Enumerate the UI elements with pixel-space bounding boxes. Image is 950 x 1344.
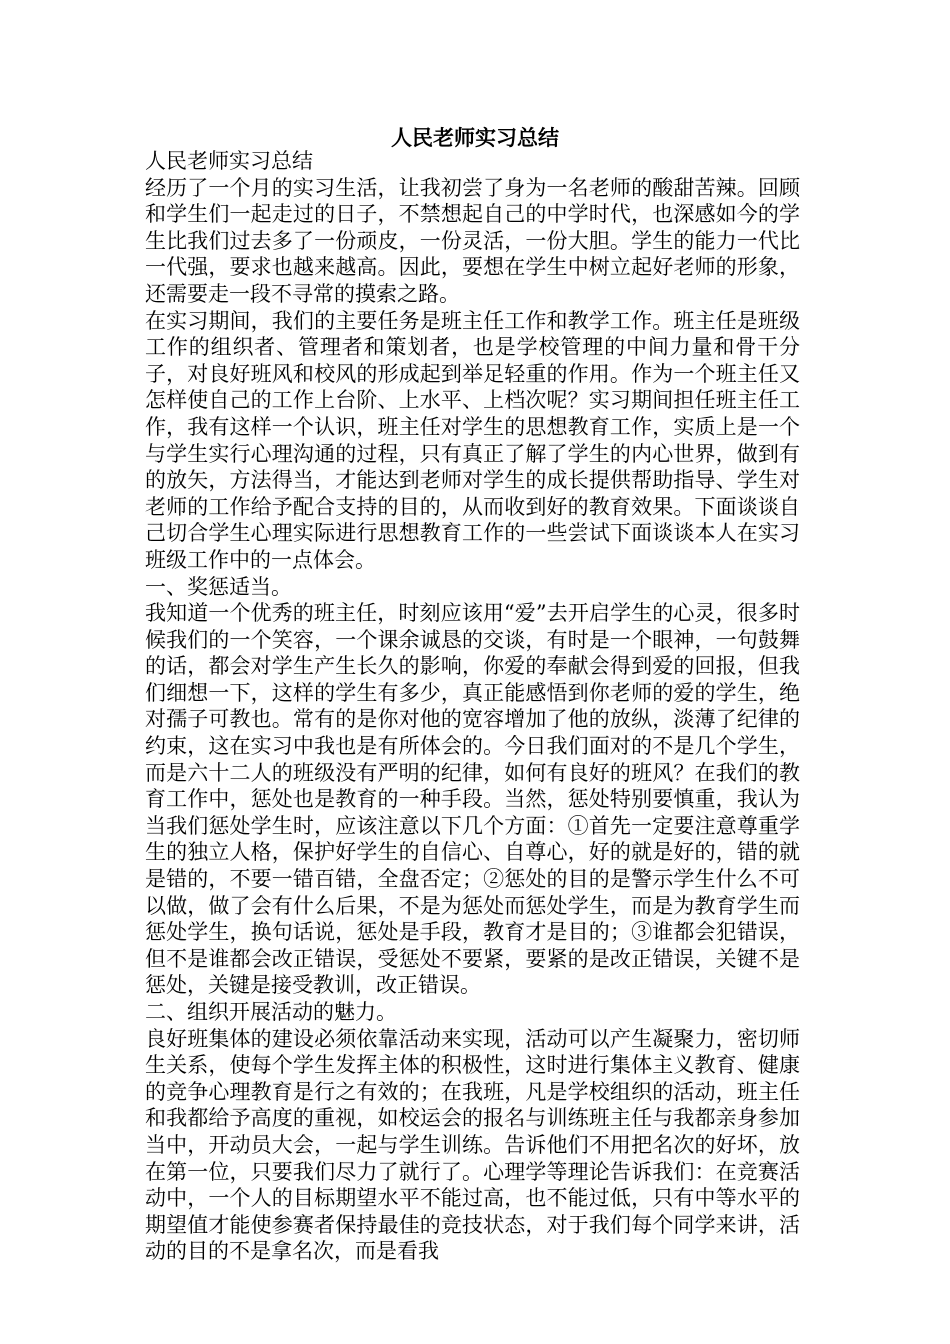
document-body (145, 148, 800, 1265)
subtitle-line: 人民老师实习总结 (145, 149, 313, 173)
document-title: 人民老师实习总结 (391, 125, 559, 150)
paragraph-intro: 经历了一个月的实习生活，让我初尝了身为一名老师的酸甜苦辣。回顾和学生们一起走过的日子，不禁想起自己的中学时代，也深感如今的学生比我们过去多了一份顽皮，一份灵活，一份大胆。学生的能力一代比一代强，要求也越来越高。因此，要想在学生中树立起好老师的形象，还需要走一段不寻常的摸索之路。 (145, 175, 800, 306)
section-heading-rewards: 一、奖惩适当。 (145, 574, 292, 599)
section-heading-activities: 二、组织开展活动的魅力。 (145, 1000, 397, 1024)
paragraph-tasks: 在实习期间，我们的主要任务是班主任工作和教学工作。班主任是班级工作的组织者、管理者和策划者，也是学校管理的中间力量和骨干分子，对良好班风和校风的形成起到举足轻重的作用。作为一个班主任又怎样使自己的工作上台阶、上水平、上档次呢？实习期间担任班主任工作，我有这样一个认识，班主任对学生的思想教育工作，实质上是一个与学生实行心理沟通的过程，只有真正了解了学生的内心世界，做到有的放矢，方法得当，才能达到老师对学生的成长提供帮助指导、学生对老师的工作给予配合支持的目的，从而收到好的教育效果。下面谈谈自己切合学生心理实际进行思想教育工作的一些尝试下面谈谈本人在实习班级工作中的一点体会。 (145, 308, 800, 572)
paragraph-rewards: 我知道一个优秀的班主任，时刻应该用“爱”去开启学生的心灵，很多时候我们的一个笑容，一个课余诚恳的交谈，有时是一个眼神，一句鼓舞的话，都会对学生产生长久的影响，你爱的奉献会得到爱的回报，但我们细想一下，这样的学生有多少，真正能感悟到你老师的爱的学生，绝对孺子可教也。常有的是你对他的宽容增加了他的放纵，淡薄了纪律的约束，这在实习中我也是有所体会的。今日我们面对的不是几个学生，而是六十二人的班级没有严明的纪律，如何有良好的班风？在我们的教育工作中，惩处也是教育的一种手段。当然，惩处特别要慎重，我认为当我们惩处学生时，应该注意以下几个方面：①首先一定要注意尊重学生的独立人格，保护好学生的自信心、自尊心，好的就是好的，错的就是错的，不要一错百错，全盘否定；②惩处的目的是警示学生什么不可以做，做了会有什么后果，不是为惩处而惩处学生，而是为教育学生而惩处学生，换句话说，惩处是手段，教育才是目的；③谁都会犯错误，但不是谁都会改正错误，受惩处不要紧，要紧的是改正错误，关键不是惩处，关键是接受教训，改正错误。 (145, 601, 800, 998)
paragraph-activities: 良好班集体的建设必须依靠活动来实现，活动可以产生凝聚力，密切师生关系，使每个学生发挥主体的积极性，这时进行集体主义教育、健康的竞争心理教育是行之有效的；在我班，凡是学校组织的活动，班主任和我都给予高度的重视，如校运会的报名与训练班主任与我都亲身参加当中，开动员大会，一起与学生训练。告诉他们不用把名次的好坏，放在第一位，只要我们尽力了就行了。心理学等理论告诉我们：在竞赛活动中，一个人的目标期望水平不能过高，也不能过低，只有中等水平的期望值才能使参赛者保持最佳的竞技状态，对于我们每个同学来讲，活动的目的不是拿名次，而是看我 (145, 1026, 800, 1264)
